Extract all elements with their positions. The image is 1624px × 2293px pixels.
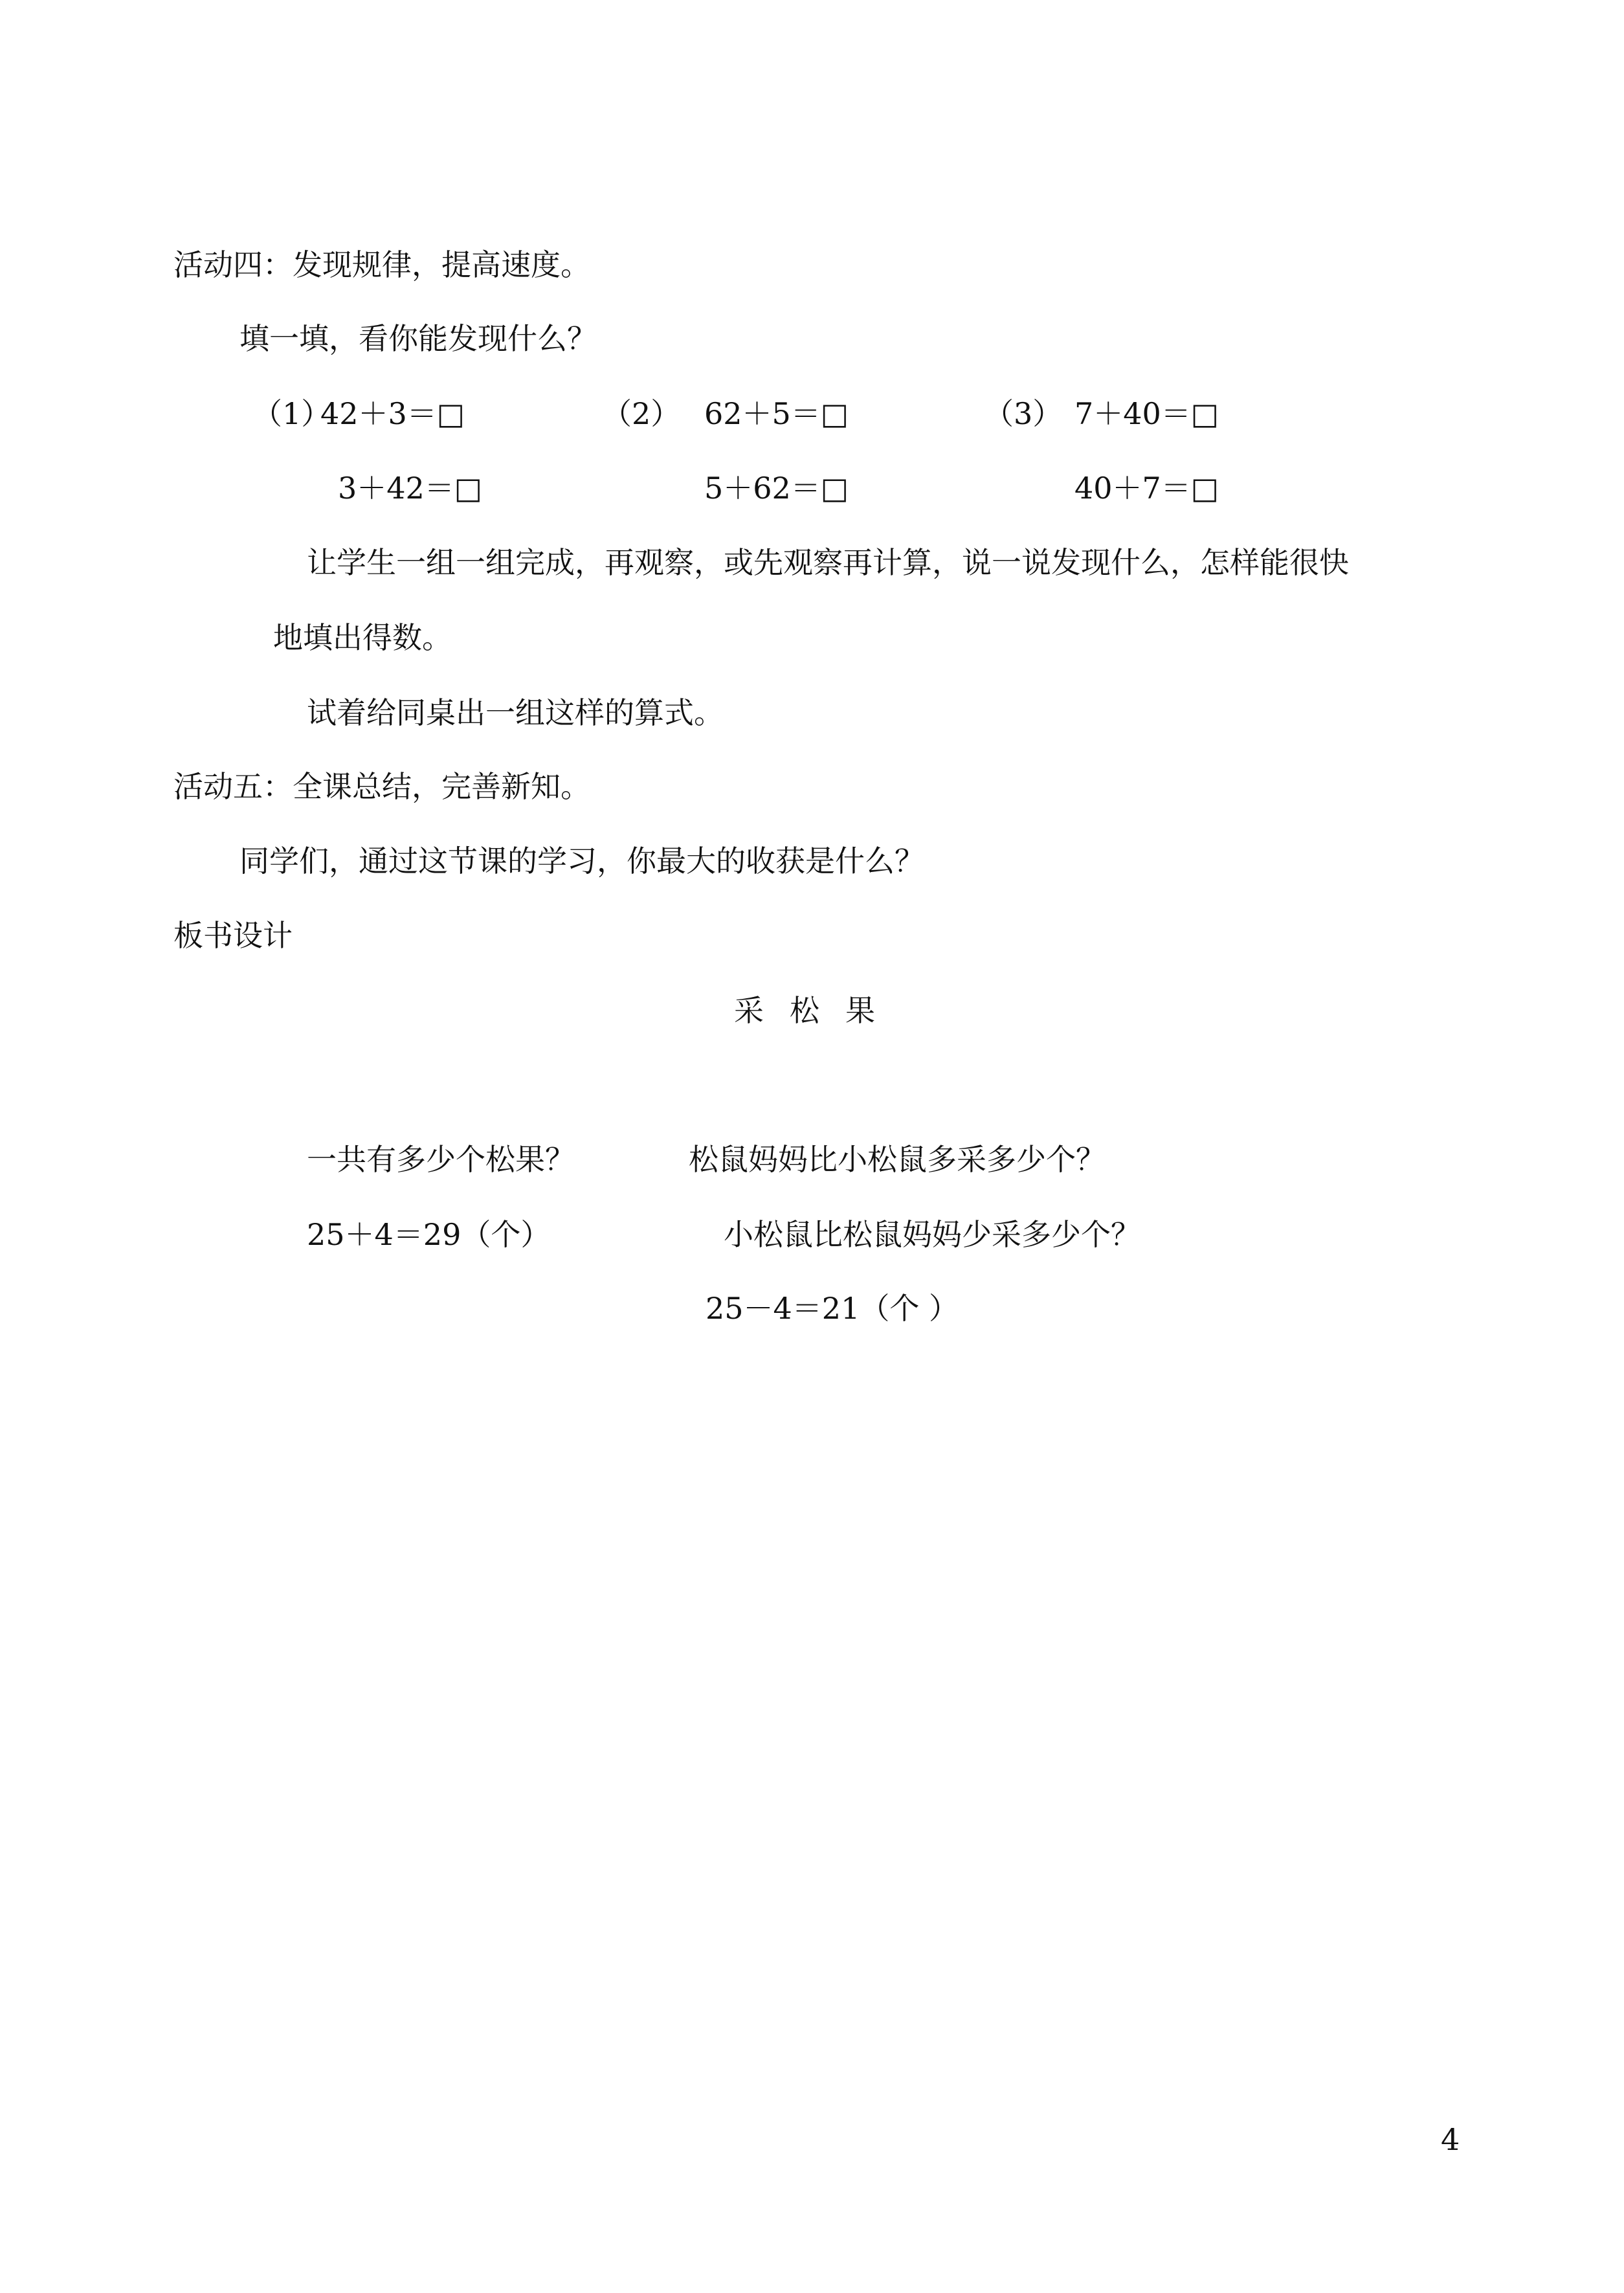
group2-eq2: 5＋62＝□ [704, 471, 849, 506]
activity4-instruction-line1: 让学生一组一组完成，再观察，或先观察再计算，说一说发现什么，怎样能很快 [307, 545, 1349, 580]
activity4-task: 试着给同桌出一组这样的算式。 [307, 695, 724, 730]
group3-eq2: 40＋7＝□ [1074, 471, 1219, 506]
board-question-more: 松鼠妈妈比小松鼠多采多少个？ [689, 1142, 1106, 1177]
group3-label: （3） [984, 396, 1063, 431]
group2-label: （2） [602, 396, 681, 431]
activity5-heading: 活动五：全课总结，完善新知。 [173, 769, 590, 804]
board-question-less: 小松鼠比松鼠妈妈少采多少个？ [724, 1217, 1140, 1252]
group1-label: （1） [252, 396, 331, 431]
activity4-heading: 活动四：发现规律，提高速度。 [173, 247, 590, 282]
group1-eq1: 42＋3＝□ [320, 396, 465, 431]
activity4-instruction-line2: 地填出得数。 [273, 620, 452, 655]
group3-eq1: 7＋40＝□ [1074, 396, 1219, 431]
group2-eq1: 62＋5＝□ [704, 396, 849, 431]
board-equation-diff: 25－4＝21（个 ） [706, 1291, 959, 1326]
board-question-total: 一共有多少个松果？ [307, 1142, 575, 1177]
activity4-prompt: 填一填，看你能发现什么？ [239, 321, 597, 356]
board-title: 采松果 [734, 993, 901, 1028]
board-heading: 板书设计 [173, 918, 293, 953]
group1-eq2: 3＋42＝□ [338, 471, 483, 506]
page-number: 4 [1441, 2122, 1460, 2157]
board-equation-total: 25＋4＝29（个） [307, 1217, 551, 1252]
activity5-question: 同学们，通过这节课的学习，你最大的收获是什么？ [239, 844, 924, 878]
